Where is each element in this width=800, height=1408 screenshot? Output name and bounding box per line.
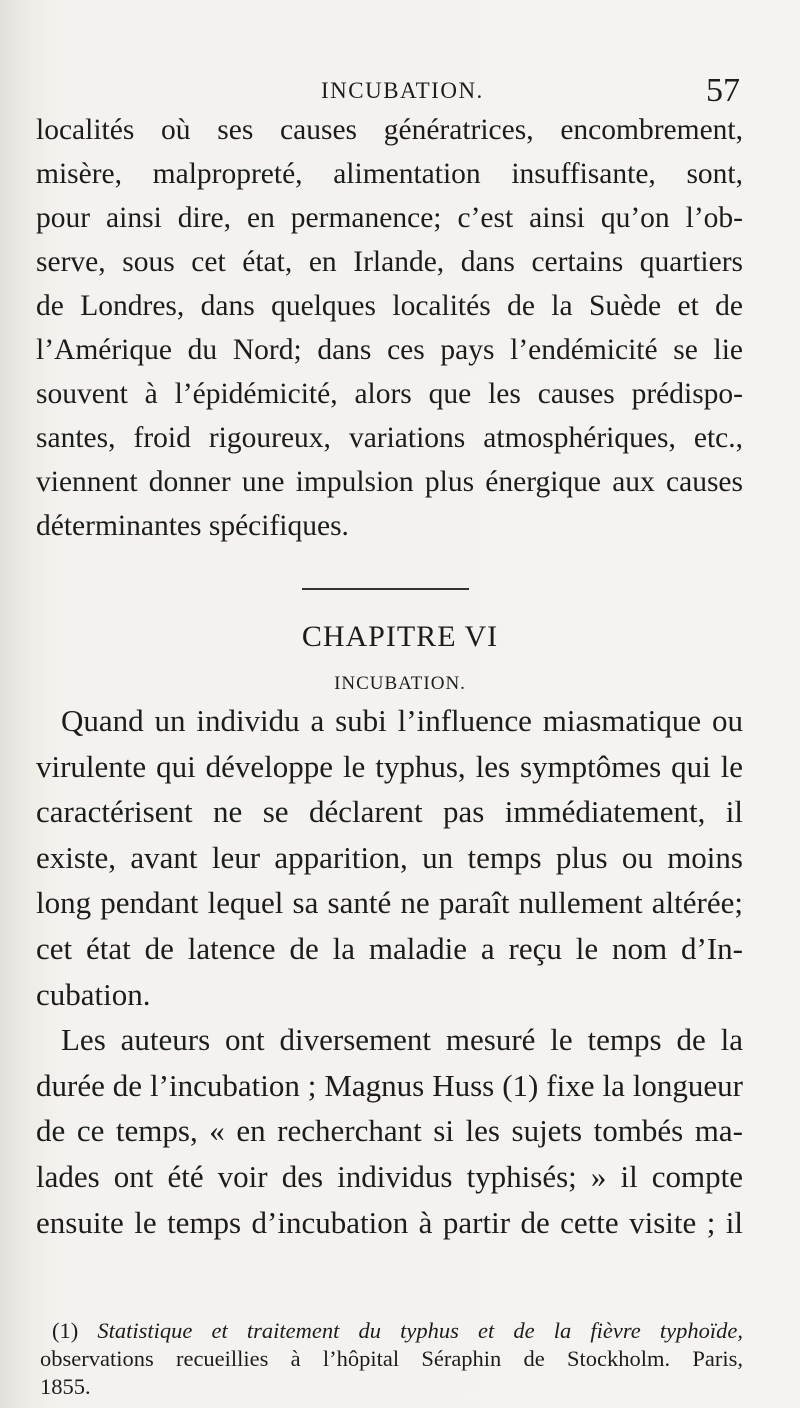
text-line: lades ont été voir des individus typhisés; » il compte [36, 1158, 743, 1194]
section-title: INCUBATION. [334, 673, 466, 694]
footnote-title: Statistique et traitement du typhus et de la fièvre typhoïde, [97, 1318, 743, 1343]
running-title: INCUBATION. [321, 78, 484, 103]
text-line: ensuite le temps d’incubation à partir de cette visite ; il [36, 1204, 743, 1240]
text-line: de ce temps, « en recherchant si les sujets tombés ma- [36, 1113, 743, 1149]
section-divider [302, 588, 469, 590]
text-line: virulente qui développe le typhus, les symptômes qui le [36, 748, 743, 784]
text-line: souvent à l’épidémicité, alors que les causes prédispo- [36, 378, 743, 410]
text-line: Les auteurs ont diversement mesuré le temps de la [61, 1022, 743, 1058]
text-line: localités où ses causes génératrices, encombrement, [36, 114, 743, 146]
footnote-marker: (1) [52, 1318, 79, 1343]
text-line: misère, malpropreté, alimentation insuffisante, sont, [36, 158, 743, 190]
text-line: l’Amérique du Nord; dans ces pays l’endémicité se lie [36, 334, 743, 366]
text-line: pour ainsi dire, en permanence; c’est ainsi qu’on l’ob- [36, 202, 743, 234]
text-line: long pendant lequel sa santé ne paraît nullement altérée; [36, 885, 743, 921]
text-line: caractérisent ne se déclarent pas immédiatement, il [36, 794, 743, 830]
text-line: cubation. [36, 976, 151, 1012]
text-line: Quand un individu a subi l’influence miasmatique ou [61, 703, 743, 738]
chapter-title: CHAPITRE VI [301, 620, 499, 653]
footnote-line: 1855. [40, 1374, 91, 1399]
text-line: de Londres, dans quelques localités de la Suède et de [36, 290, 743, 322]
chapter-body [36, 698, 743, 1245]
text-line: cet état de latence de la maladie a reçu le nom d’In- [36, 930, 743, 966]
text-line: existe, avant leur apparition, un temps plus ou moins [36, 839, 743, 875]
opening-paragraph [36, 108, 743, 548]
footnote-line: observations recueillies à l’hôpital Séraphin de Stockholm. Paris, [40, 1346, 743, 1371]
footnote-line [52, 1317, 743, 1345]
text-line: déterminantes spécifiques. [36, 510, 349, 542]
text-line: santes, froid rigoureux, variations atmosphériques, etc., [36, 422, 743, 454]
text-line: serve, sous cet état, en Irlande, dans certains quartiers [36, 246, 743, 278]
footnote [40, 1317, 743, 1401]
text-line: viennent donner une impulsion plus énergique aux causes [36, 466, 743, 498]
text-line: durée de l’incubation ; Magnus Huss (1) fixe la longueur [36, 1067, 743, 1103]
page-number: 57 [706, 72, 740, 109]
